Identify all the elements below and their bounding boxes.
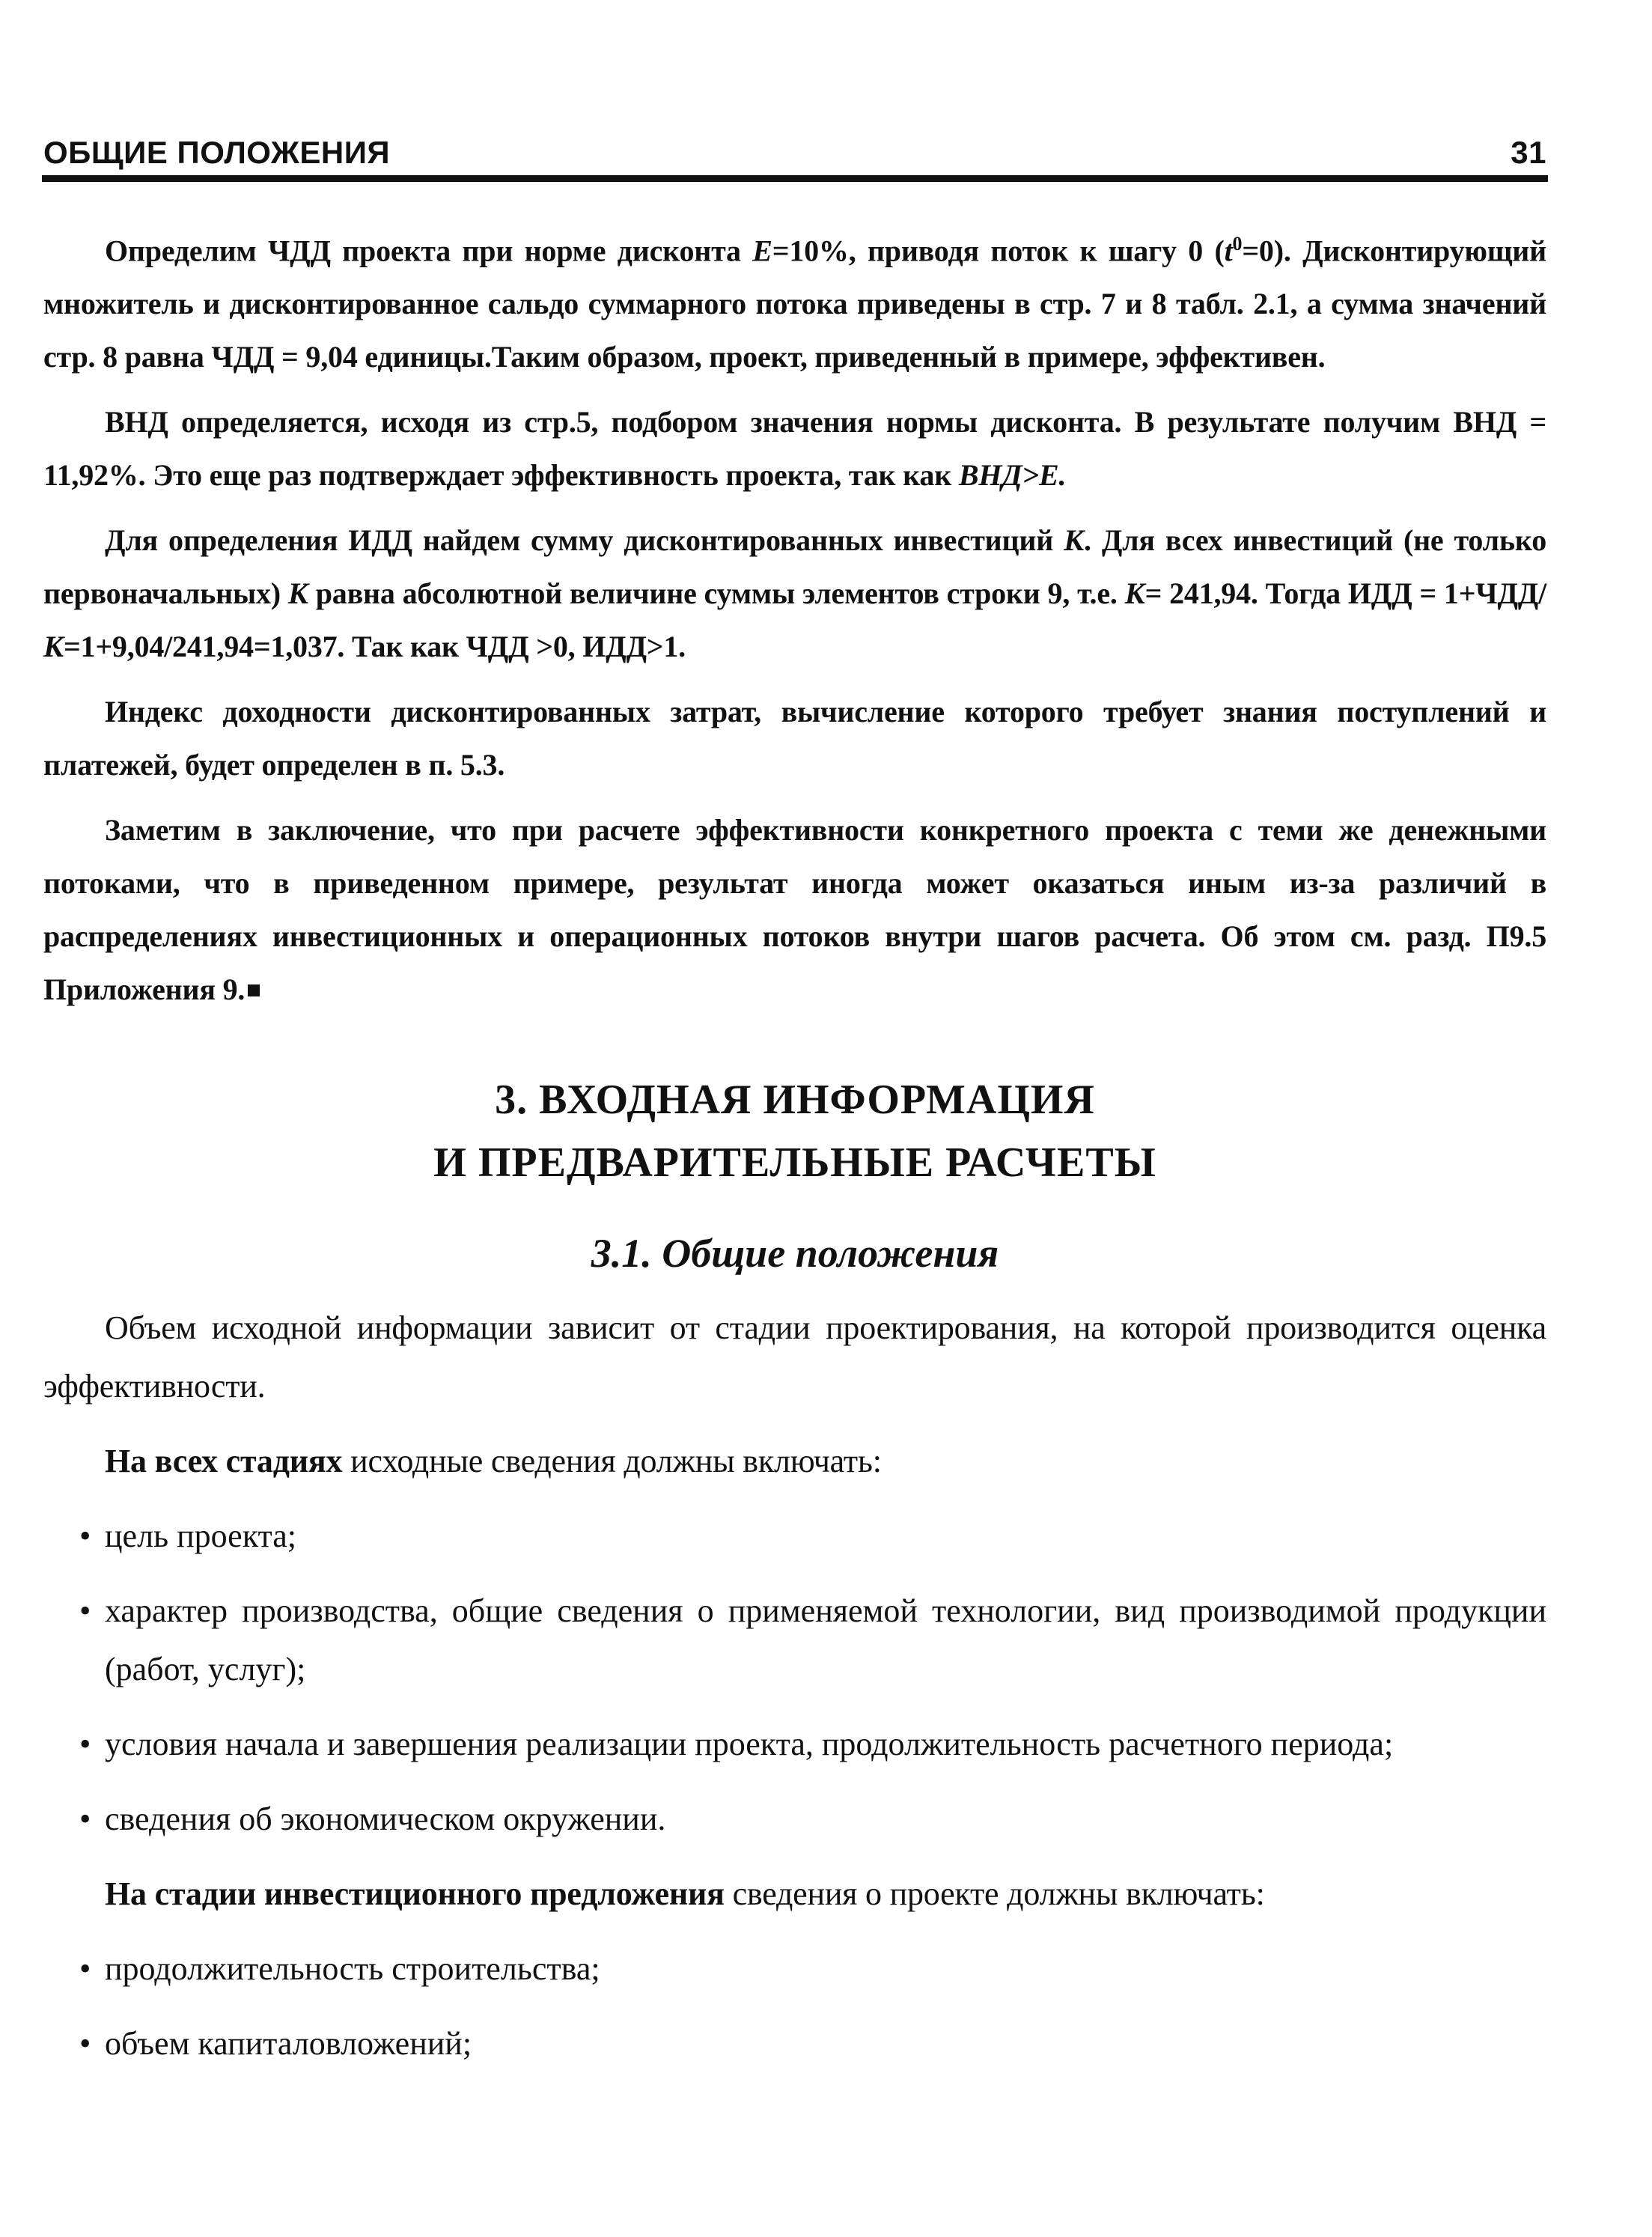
all-stages-list xyxy=(43,1507,1546,1848)
text-run: равна абсолютной величине суммы элементов строки 9, т.е. xyxy=(308,576,1125,611)
bullet-icon: • xyxy=(79,1950,91,1988)
list-item-text: продолжительность строительства; xyxy=(105,1950,600,1988)
body-text xyxy=(43,217,1546,2090)
chapter-heading-line-1: 3. ВХОДНАЯ ИНФОРМАЦИЯ xyxy=(495,1077,1095,1124)
chapter-heading xyxy=(43,1068,1546,1194)
superscript: 0 xyxy=(1232,233,1243,255)
text-run: =0). Дисконтирующий множитель и дисконтированное сальдо суммарного потока приведены в стр. 7 и 8 табл. 2.1, а сумма значений стр. 8 равна ЧДД = 9,04 единицы.Таким образом, проект, приведенный в примере, эффективен. xyxy=(43,234,1547,374)
paragraph-conclusion xyxy=(43,803,1546,1016)
paragraph-all-stages xyxy=(43,1432,1546,1491)
list-item-text: цель проекта; xyxy=(105,1518,297,1555)
paragraph-invest-stage xyxy=(43,1865,1546,1923)
text-run: . Для всех инвестиций (не только первоначальных) xyxy=(43,523,1546,611)
paragraph-pi xyxy=(43,514,1546,673)
bullet-icon: • xyxy=(79,1592,91,1630)
bullet-icon: • xyxy=(79,1518,91,1555)
subsection-heading: 3.1. Общие положения xyxy=(591,1231,999,1276)
invest-stage-list xyxy=(43,1940,1546,2073)
page-number: 31 xyxy=(1511,135,1546,170)
text-run: Индекс доходности дисконтированных затрат, вычисление которого требует знания поступлений и платежей, будет определен в п. 5.3. xyxy=(43,695,1546,782)
text-run: Определим ЧДД проекта при норме дисконта xyxy=(105,234,753,268)
text-run-italic: t xyxy=(1224,234,1233,268)
end-of-example-mark xyxy=(248,984,260,996)
list-item-text: объем капиталовложений; xyxy=(105,2025,472,2063)
text-run-bold: На стадии инвестиционного предложения xyxy=(105,1875,725,1913)
text-run-italic: К xyxy=(1064,523,1085,558)
bullet-icon: • xyxy=(79,1726,91,1763)
text-run: =1+9,04/241,94=1,037. Так как ЧДД >0, ИДД>1. xyxy=(63,630,686,664)
list-item xyxy=(43,1940,1546,1998)
text-run: =10%, приводя поток к шагу 0 ( xyxy=(772,234,1225,268)
text-run: исходные сведения должны включать: xyxy=(342,1443,882,1480)
running-header xyxy=(43,129,1546,174)
list-item xyxy=(43,1582,1546,1699)
text-run: Для определения ИДД найдем сумму дисконтированных инвестиций xyxy=(105,523,1064,558)
text-run-bold: На всех стадиях xyxy=(105,1443,343,1480)
text-run: ВНД определяется, исходя из стр.5, подбором значения нормы дисконта. В результате получим ВНД = 11,92%. Это еще раз подтверждает эффективность проекта, так как xyxy=(43,405,1546,493)
paragraph-irr xyxy=(43,395,1546,502)
paragraph-npv xyxy=(43,217,1546,383)
list-item xyxy=(43,1790,1546,1848)
text-run: Объем исходной информации зависит от стадии проектирования, на которой производится оценка эффективности. xyxy=(43,1309,1546,1405)
list-item-text: характер производства, общие сведения о применяемой технологии, вид производимой продукции (работ, услуг); xyxy=(105,1592,1546,1688)
list-item xyxy=(43,1715,1546,1774)
list-item xyxy=(43,2015,1546,2073)
text-run-italic: ВНД>Е. xyxy=(958,458,1067,493)
header-rule xyxy=(42,175,1548,182)
text-run-italic: E xyxy=(752,234,772,268)
text-run: сведения о проекте должны включать: xyxy=(724,1875,1265,1913)
chapter-heading-line-2: И ПРЕДВАРИТЕЛЬНЫЕ РАСЧЕТЫ xyxy=(433,1139,1156,1187)
bullet-icon: • xyxy=(79,1801,91,1838)
text-run-italic: К xyxy=(43,630,64,664)
text-run: Заметим в заключение, что при расчете эффективности конкретного проекта с теми же денежными потоками, что в приведенном примере, результат иногда может оказаться иным из-за различий в распределениях инвестиционных и операционных потоков внутри шагов расчета. Об этом см. разд. П9.5 Приложения 9. xyxy=(43,813,1546,1007)
text-run-italic: К xyxy=(1124,576,1145,611)
text-run-italic: К xyxy=(287,576,308,611)
list-item xyxy=(43,1507,1546,1565)
bullet-icon: • xyxy=(79,2025,91,2063)
text-run: = 241,94. Тогда ИДД = 1+ЧДД/ xyxy=(1144,576,1546,611)
list-item-text: условия начала и завершения реализации проекта, продолжительность расчетного периода; xyxy=(105,1726,1394,1763)
list-item-text: сведения об экономическом окружении. xyxy=(105,1801,666,1838)
paragraph-intro xyxy=(43,1299,1546,1416)
paragraph-cost-index xyxy=(43,685,1546,791)
header-section-title: ОБЩИЕ ПОЛОЖЕНИЯ xyxy=(43,135,391,170)
